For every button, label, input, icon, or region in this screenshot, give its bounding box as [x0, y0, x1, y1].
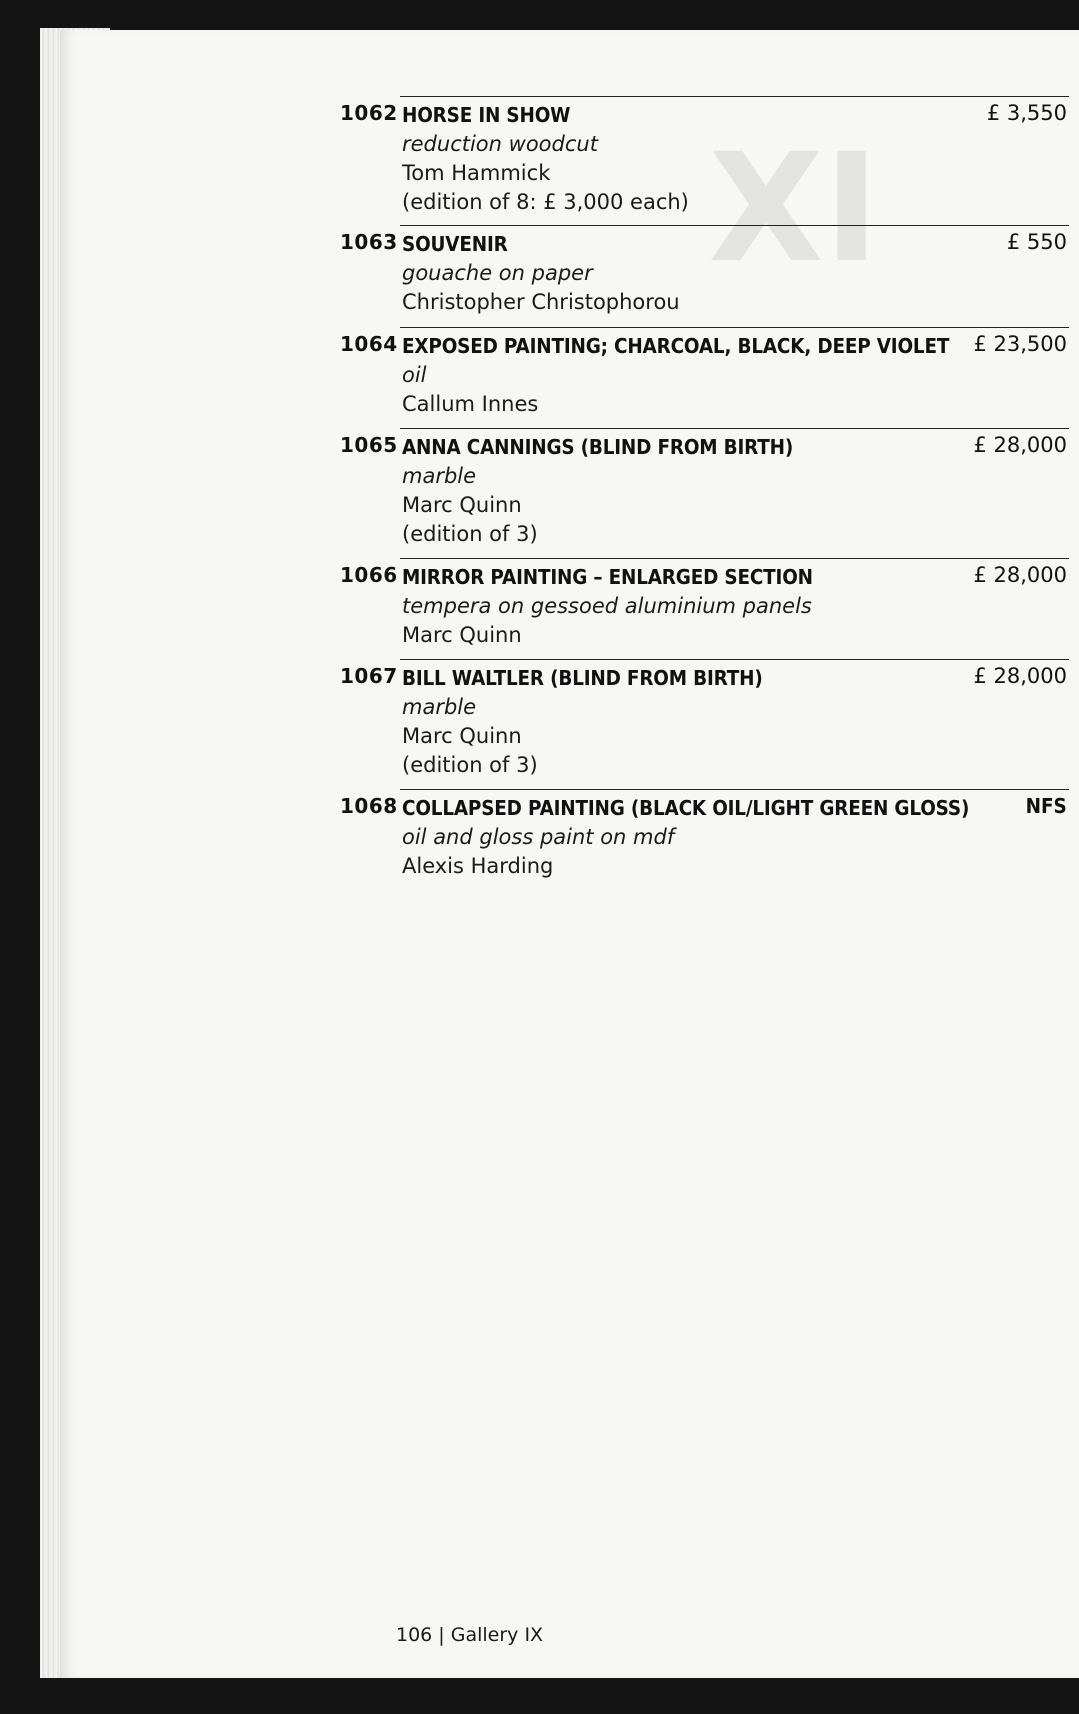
entry-medium: reduction woodcut — [402, 132, 598, 156]
entry-title: ANNA CANNINGS (BLIND FROM BIRTH) — [402, 435, 794, 459]
entry-artist: Tom Hammick — [402, 161, 551, 185]
entry-price: £ 3,550 — [986, 101, 1067, 125]
entry-divider — [400, 558, 1069, 559]
entry-medium: oil and gloss paint on mdf — [402, 825, 675, 849]
entry-number: 1068 — [340, 794, 398, 818]
entry-medium: oil — [402, 363, 427, 387]
entry-title: MIRROR PAINTING – ENLARGED SECTION — [402, 565, 813, 589]
entry-number: 1063 — [340, 230, 398, 254]
entry-note: (edition of 3) — [402, 522, 538, 546]
entry-title: HORSE IN SHOW — [402, 103, 571, 127]
entry-medium: marble — [402, 695, 477, 719]
scan-background — [40, 1678, 1079, 1714]
entry-divider — [400, 659, 1069, 660]
entry-divider — [400, 789, 1069, 790]
entry-divider — [400, 428, 1069, 429]
entry-price: NFS — [1025, 794, 1067, 818]
entry-price: £ 28,000 — [973, 433, 1067, 457]
entry-number: 1066 — [340, 563, 398, 587]
entry-artist: Alexis Harding — [402, 854, 554, 878]
entry-divider — [400, 96, 1069, 97]
entry-title: BILL WALTLER (BLIND FROM BIRTH) — [402, 666, 763, 690]
entry-number: 1065 — [340, 433, 398, 457]
entry-artist: Marc Quinn — [402, 493, 522, 517]
entry-note: (edition of 8: £ 3,000 each) — [402, 190, 689, 214]
entry-artist: Marc Quinn — [402, 623, 522, 647]
entry-medium: gouache on paper — [402, 261, 593, 285]
entry-title: EXPOSED PAINTING; CHARCOAL, BLACK, DEEP VIOLET — [402, 334, 950, 358]
entry-artist: Callum Innes — [402, 392, 539, 416]
entry-divider — [400, 327, 1069, 328]
entry-title: SOUVENIR — [402, 232, 508, 256]
entry-artist: Marc Quinn — [402, 724, 522, 748]
entry-divider — [400, 225, 1069, 226]
entry-price: £ 28,000 — [973, 664, 1067, 688]
entry-price: £ 23,500 — [973, 332, 1067, 356]
entry-medium: tempera on gessoed aluminium panels — [402, 594, 812, 618]
page-footer: 106 | Gallery IX — [396, 1624, 544, 1646]
entry-number: 1062 — [340, 101, 398, 125]
entry-number: 1067 — [340, 664, 398, 688]
entry-medium: marble — [402, 464, 477, 488]
entry-note: (edition of 3) — [402, 753, 538, 777]
show-through-watermark: IX — [707, 122, 879, 296]
entry-price: £ 550 — [1006, 230, 1067, 254]
entry-number: 1064 — [340, 332, 398, 356]
entry-artist: Christopher Christophorou — [402, 290, 680, 314]
entry-price: £ 28,000 — [973, 563, 1067, 587]
entry-title: COLLAPSED PAINTING (BLACK OIL/LIGHT GREEN GLOSS) — [402, 796, 970, 820]
